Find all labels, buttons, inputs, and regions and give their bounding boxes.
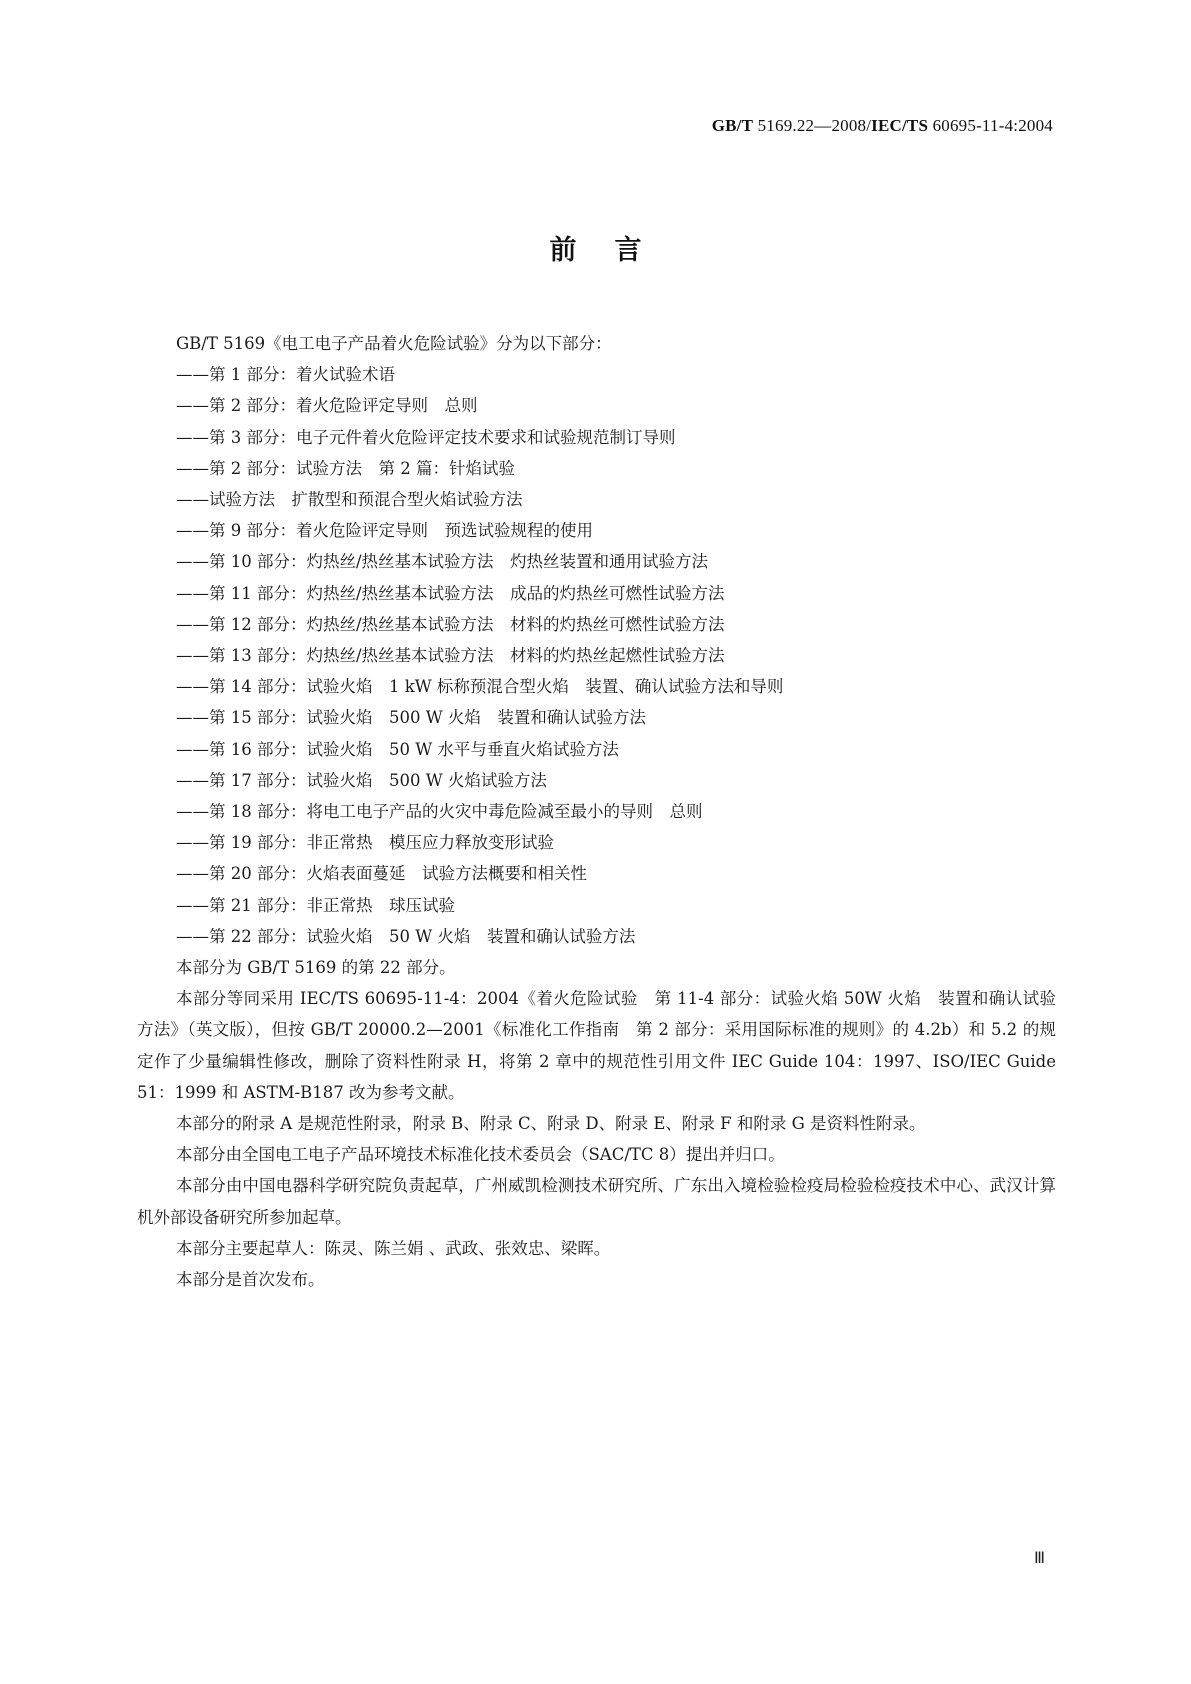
annex-statement: 本部分的附录 A 是规范性附录，附录 B、附录 C、附录 D、附录 E、附录 F 和附录 G 是资料性附录。 bbox=[176, 1114, 926, 1134]
standard-code-header bbox=[712, 116, 1053, 136]
first-issue-statement: 本部分是首次发布。 bbox=[176, 1270, 325, 1290]
part-list-item: ——第 3 部分：电子元件着火危险评定技术要求和试验规范制订导则 bbox=[176, 427, 676, 447]
part-list-item: ——第 1 部分：着火试验术语 bbox=[176, 365, 395, 385]
part-list-item: ——第 15 部分：试验火焰 500 W 火焰 装置和确认试验方法 bbox=[176, 708, 646, 728]
part-list-item: ——第 18 部分：将电工电子产品的火灾中毒危险减至最小的导则 总则 bbox=[176, 802, 703, 822]
foreword-body bbox=[137, 328, 1057, 1295]
part-list-item: ——第 22 部分：试验火焰 50 W 火焰 装置和确认试验方法 bbox=[176, 926, 636, 946]
part-list-item: ——第 17 部分：试验火焰 500 W 火焰试验方法 bbox=[176, 770, 547, 790]
part-list-item: ——第 2 部分：试验方法 第 2 篇：针焰试验 bbox=[176, 458, 515, 478]
standard-code-number: 5169.22—2008/ bbox=[753, 116, 872, 135]
page-number: Ⅲ bbox=[1034, 1550, 1046, 1567]
standard-code-prefix: GB/T bbox=[711, 116, 754, 135]
part-list-item: ——第 11 部分：灼热丝/热丝基本试验方法 成品的灼热丝可燃性试验方法 bbox=[176, 583, 725, 603]
part-list-item: ——第 14 部分：试验火焰 1 kW 标称预混合型火焰 装置、确认试验方法和导则 bbox=[176, 677, 784, 697]
part-list-item: ——第 2 部分：着火危险评定导则 总则 bbox=[176, 396, 478, 416]
drafting-organizations: 本部分由中国电器科学研究院负责起草，广州威凯检测技术研究所、广东出入境检验检疫局检验检疫技术中心、武汉计算机外部设备研究所参加起草。 bbox=[137, 1176, 1056, 1227]
part-number-statement: 本部分为 GB/T 5169 的第 22 部分。 bbox=[176, 958, 456, 978]
intro-line: GB/T 5169《电工电子产品着火危险试验》分为以下部分： bbox=[176, 334, 612, 353]
part-list-item: ——第 13 部分：灼热丝/热丝基本试验方法 材料的灼热丝起燃性试验方法 bbox=[176, 646, 725, 666]
part-list-item: ——第 9 部分：着火危险评定导则 预选试验规程的使用 bbox=[176, 521, 593, 541]
part-list-item: ——第 12 部分：灼热丝/热丝基本试验方法 材料的灼热丝可燃性试验方法 bbox=[176, 614, 725, 634]
iec-code-number: 60695-11-4:2004 bbox=[928, 116, 1053, 135]
part-list-item: ——第 19 部分：非正常热 模压应力释放变形试验 bbox=[176, 833, 554, 853]
drafters: 本部分主要起草人：陈灵、陈兰娟 、武政、张效忠、梁晖。 bbox=[176, 1238, 611, 1258]
part-list-item: ——第 16 部分：试验火焰 50 W 水平与垂直火焰试验方法 bbox=[176, 739, 619, 759]
part-list-item: ——第 10 部分：灼热丝/热丝基本试验方法 灼热丝装置和通用试验方法 bbox=[176, 552, 709, 572]
part-list-item: ——试验方法 扩散型和预混合型火焰试验方法 bbox=[176, 490, 523, 510]
page-title: 前言 bbox=[549, 235, 680, 266]
adoption-statement: 本部分等同采用 IEC/TS 60695-11-4：2004《着火危险试验 第 11-4 部分：试验火焰 50W 火焰 装置和确认试验方法》（英文版），但按 GB/T 20000.2—2001《标准化工作指南 第 2 部分：采用国际标准的规则》的 4.2b）和 5.2 的规定作了少量编辑性修改，删除了资料性附录 H，将第 2 章中的规范性引用文件 IEC Guide 104：1997、ISO/IEC Guide 51：1999 和 ASTM-B187 改为参考文献。 bbox=[137, 989, 1057, 1102]
part-list-item: ——第 21 部分：非正常热 球压试验 bbox=[176, 895, 455, 915]
iec-code-prefix: IEC/TS bbox=[871, 116, 929, 135]
part-list-item: ——第 20 部分：火焰表面蔓延 试验方法概要和相关性 bbox=[176, 864, 587, 884]
proposer-statement: 本部分由全国电工电子产品环境技术标准化技术委员会（SAC/TC 8）提出并归口。 bbox=[176, 1145, 785, 1165]
